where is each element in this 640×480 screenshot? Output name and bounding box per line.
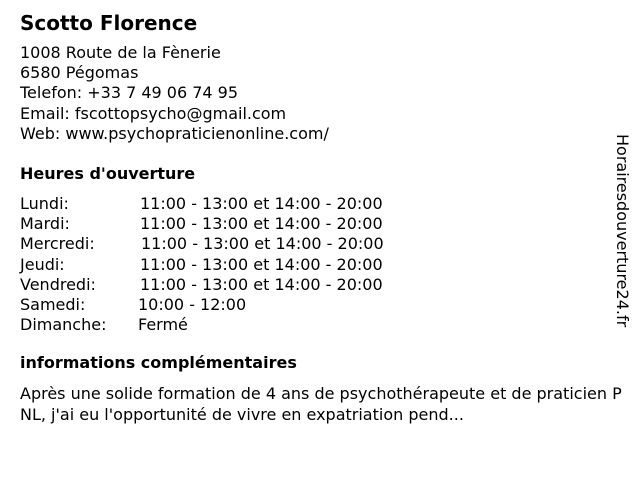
watermark-text: Horairesdouverture24.fr [613,134,632,328]
day-hours: 10:00 - 12:00 [138,294,247,314]
day-label: Dimanche: [20,315,107,335]
email-line: Email: fscottopsycho@gmail.com [20,103,287,123]
day-hours: 11:00 - 13:00 et 14:00 - 20:00 [140,254,383,274]
day-label: Lundi: [20,194,69,213]
day-hours: 11:00 - 13:00 et 14:00 - 20:00 [140,274,383,294]
watermark [612,134,632,364]
address-line-2: 6580 Pégomas [20,63,139,83]
day-hours: 11:00 - 13:00 et 14:00 - 20:00 [140,214,383,234]
phone-line: Telefon: +33 7 49 06 74 95 [20,83,239,103]
hours-heading: Heures d'ouverture [20,164,196,183]
info-heading: informations complémentaires [20,353,297,372]
web-line: Web: www.psychopraticienonline.com/ [20,123,329,143]
day-label: Samedi: [20,294,86,314]
day-hours: 11:00 - 13:00 et 14:00 - 20:00 [140,194,383,213]
business-name: Scotto Florence [20,11,198,35]
day-label: Mardi: [20,214,70,234]
day-label: Jeudi: [20,254,65,274]
day-hours: Fermé [138,315,188,335]
day-hours: 11:00 - 13:00 et 14:00 - 20:00 [141,234,384,254]
address-line-1: 1008 Route de la Fènerie [20,43,221,62]
contact-block [20,43,329,144]
info-description: Après une solide formation de 4 ans de psychothérapeute et de praticien PNL, j'ai eu l'opportunité de vivre en expatriation pend... [20,384,622,424]
day-label: Mercredi: [20,234,95,254]
day-label: Vendredi: [20,274,96,294]
